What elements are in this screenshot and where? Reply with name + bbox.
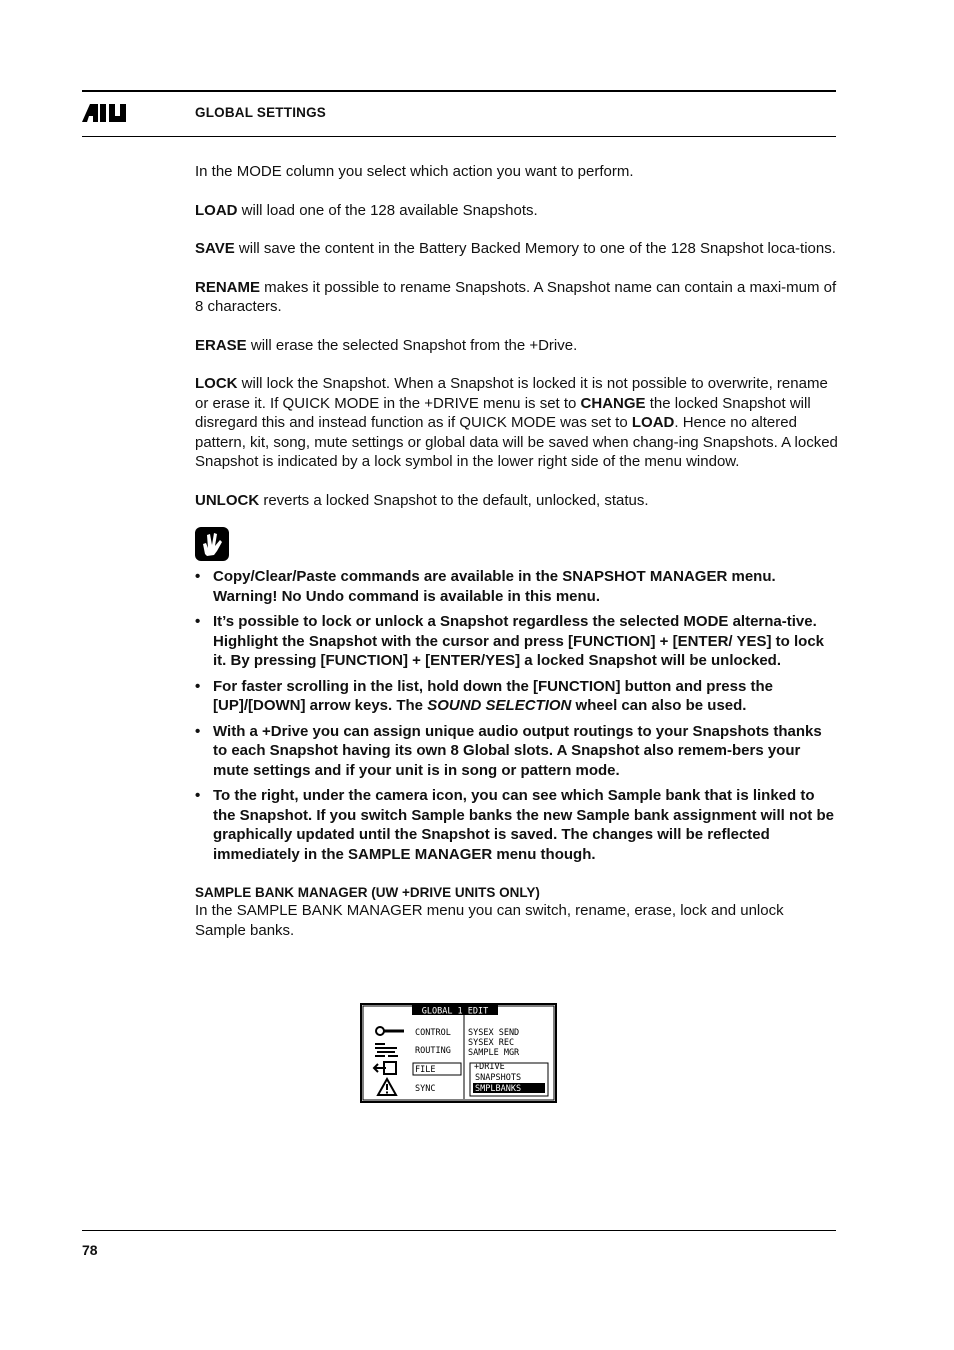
paragraph-unlock: UNLOCK reverts a locked Snapshot to the default, unlocked, status. — [195, 491, 649, 509]
paragraph: In the MODE column you select which action you want to perform. — [195, 163, 634, 180]
paragraph-save: SAVE will save the content in the Battery Backed Memory to one of the 128 Snapshot loca-tions. — [195, 240, 836, 257]
lcd-item-sample-mgr: SAMPLE MGR — [468, 1048, 520, 1058]
lcd-item-sysex-rec: SYSEX REC — [468, 1038, 515, 1048]
list-item: • Copy/Clear/Paste commands are available in the SNAPSHOT MANAGER menu. Warning! No Undo command is available in this menu. — [195, 567, 838, 606]
lcd-menu-routing: ROUTING — [415, 1046, 451, 1056]
hand-note-icon — [195, 527, 229, 561]
section-title: GLOBAL SETTINGS — [195, 105, 327, 120]
list-item: • It’s possible to lock or unlock a Snapshot regardless the selected MODE alterna-tive. Highlight the Snapshot with the cursor and press [FUNCTION] + [ENTER/ YES] to lock it. By pressing [FUNCTION] + [ENTER/YES] a locked Snapshot will be unlocked. — [195, 612, 838, 671]
subsection-heading: SAMPLE BANK MANAGER (UW +DRIVE UNITS ONLY) — [195, 885, 540, 900]
lcd-item-smplbanks: SMPLBANKS — [475, 1084, 522, 1094]
lcd-drive-title: +DRIVE — [474, 1062, 505, 1072]
page-number: 78 — [82, 1242, 98, 1258]
tips-list — [195, 567, 838, 864]
lcd-menu-sync: SYNC — [415, 1084, 436, 1094]
lcd-item-snapshots: SNAPSHOTS — [475, 1073, 522, 1083]
subsection-paragraph: In the SAMPLE BANK MANAGER menu you can switch, rename, erase, lock and unlock Sample banks. — [195, 902, 784, 939]
page-content — [195, 162, 838, 940]
lcd-screen — [360, 1003, 557, 1103]
lcd-menu-file: FILE — [415, 1065, 436, 1075]
paragraph-erase: ERASE will erase the selected Snapshot from the +Drive. — [195, 336, 578, 354]
header-rule-top — [82, 90, 836, 92]
lcd-menu-control: CONTROL — [415, 1028, 451, 1038]
header-rule-bottom — [82, 136, 836, 137]
paragraph-load: LOAD will load one of the 128 available Snapshots. — [195, 201, 538, 219]
list-item: • With a +Drive you can assign unique audio output routings to your Snapshots thanks to each Snapshot having its own 8 Global slots. A Snapshot also remem-bers your mute settings and if your unit is in song or pattern mode. — [195, 722, 838, 781]
list-item: • To the right, under the camera icon, you can see which Sample bank that is linked to the Snapshot. If you switch Sample banks the new Sample bank assignment will not be graphically updated until the Snapshot is saved. The changes will be reflected immediately in the SAMPLE MANAGER menu though. — [195, 786, 838, 864]
lcd-item-sysex-send: SYSEX SEND — [468, 1028, 520, 1038]
paragraph-lock: LOCK will lock the Snapshot. When a Snapshot is locked it is not possible to overwrite, rename or erase it. If QUICK MODE in the +DRIVE menu is set to CHANGE the locked Snapshot will disregard this and instead function as if QUICK MODE was set to LOAD. Hence no altered pattern, kit, song, mute settings or global data will be saved when chang-ing Snapshots. A locked Snapshot is indicated by a lock symbol in the lower right side of the menu window. — [195, 375, 838, 470]
footer-rule — [82, 1230, 836, 1231]
paragraph-rename: RENAME makes it possible to rename Snapshots. A Snapshot name can contain a maxi-mum of 8 characters. — [195, 278, 837, 315]
lcd-title: GLOBAL 1 EDIT — [421, 1006, 489, 1017]
elektron-logo — [82, 104, 130, 122]
list-item: • For faster scrolling in the list, hold down the [FUNCTION] button and press the [UP]/[DOWN] arrow keys. The SOUND SELECTION wheel can also be used. — [195, 677, 838, 716]
